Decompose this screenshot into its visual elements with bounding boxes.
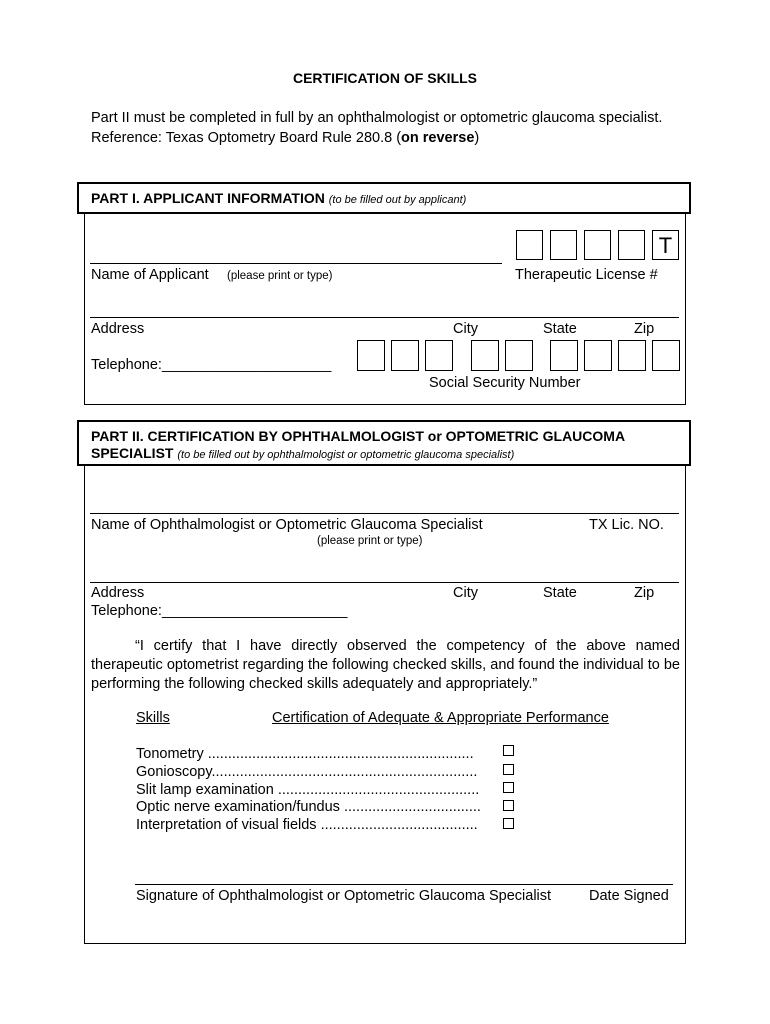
signature-line[interactable]: [135, 884, 673, 885]
applicant-telephone-label[interactable]: Telephone:_____________________: [91, 357, 332, 373]
specialist-city-label: City: [453, 585, 478, 601]
skill-optic-nerve: Optic nerve examination/fundus ..................................: [136, 799, 481, 815]
ssn-digit-box[interactable]: [425, 340, 453, 371]
intro-text-end: ): [474, 130, 480, 146]
specialist-telephone-label[interactable]: Telephone:_______________________: [91, 603, 348, 619]
license-digit-box[interactable]: [550, 230, 577, 260]
skill-slit-lamp: Slit lamp examination ..................................................: [136, 782, 480, 798]
applicant-address-label: Address: [91, 321, 145, 337]
part1-heading-box: [77, 182, 691, 214]
skill-slit-lamp-checkbox[interactable]: [503, 782, 514, 793]
license-digit-box[interactable]: [618, 230, 645, 260]
skill-optic-nerve-checkbox[interactable]: [503, 800, 514, 811]
license-digit-box[interactable]: [516, 230, 543, 260]
applicant-zip-label: Zip: [634, 321, 655, 337]
intro-bold: on reverse: [401, 130, 475, 146]
skill-gonioscopy-checkbox[interactable]: [503, 764, 514, 775]
ssn-label: Social Security Number: [429, 375, 581, 391]
part1-heading: PART I. APPLICANT INFORMATION: [91, 190, 325, 206]
specialist-address-label: Address: [91, 585, 145, 601]
date-signed-label: Date Signed: [589, 888, 669, 904]
ssn-digit-box[interactable]: [618, 340, 646, 371]
applicant-name-label: Name of Applicant: [91, 267, 209, 283]
applicant-address-line[interactable]: [90, 317, 679, 318]
signature-label: Signature of Ophthalmologist or Optometric Glaucoma Specialist: [136, 888, 552, 904]
intro-paragraph: [91, 108, 691, 148]
document-title: CERTIFICATION OF SKILLS: [292, 70, 478, 86]
skill-gonioscopy: Gonioscopy..................................................................: [136, 764, 478, 780]
specialist-name-hint: (please print or type): [317, 535, 423, 547]
specialist-state-label: State: [543, 585, 577, 601]
part2-note: (to be filled out by ophthalmologist or optometric glaucoma specialist): [177, 449, 515, 461]
specialist-name-label: Name of Ophthalmologist or Optometric Glaucoma Specialist: [91, 517, 483, 533]
ssn-digit-box[interactable]: [357, 340, 385, 371]
skills-header: Skills: [136, 710, 170, 726]
ssn-digit-box[interactable]: [471, 340, 499, 371]
ssn-digit-box[interactable]: [550, 340, 578, 371]
applicant-city-label: City: [453, 321, 478, 337]
applicant-name-line[interactable]: [90, 263, 502, 264]
part2-heading-box: [77, 420, 691, 466]
specialist-license-label: TX Lic. NO.: [589, 517, 664, 533]
applicant-name-hint: (please print or type): [227, 270, 333, 282]
skill-visual-fields-checkbox[interactable]: [503, 818, 514, 829]
performance-header: Certification of Adequate & Appropriate Performance: [272, 710, 609, 726]
part1-note: (to be filled out by applicant): [328, 194, 467, 206]
license-digit-box[interactable]: [584, 230, 611, 260]
part2-heading: PART II. CERTIFICATION BY OPHTHALMOLOGIST or OPTOMETRIC GLAUCOMA SPECIALIST: [91, 428, 625, 461]
specialist-zip-label: Zip: [634, 585, 655, 601]
ssn-digit-box[interactable]: [584, 340, 612, 371]
specialist-name-line[interactable]: [90, 513, 679, 514]
ssn-digit-box[interactable]: [505, 340, 533, 371]
skill-tonometry: Tonometry ..................................................................: [136, 746, 474, 762]
license-prefix-box: T: [652, 230, 679, 260]
ssn-digit-box[interactable]: [652, 340, 680, 371]
applicant-state-label: State: [543, 321, 577, 337]
intro-text: Part II must be completed in full by an ophthalmologist or optometric glaucoma specialist. Reference: Texas Optometry Board Rule 280.8 (: [91, 110, 663, 146]
license-label: Therapeutic License #: [515, 267, 658, 283]
certification-statement: “I certify that I have directly observed the competency of the above named therapeutic optometrist regarding the following checked skills, and found the individual to be performing the following checked skills adequately and appropriately.”: [91, 638, 680, 692]
skill-visual-fields: Interpretation of visual fields .......................................: [136, 817, 478, 833]
skill-tonometry-checkbox[interactable]: [503, 745, 514, 756]
ssn-digit-box[interactable]: [391, 340, 419, 371]
specialist-address-line[interactable]: [90, 582, 679, 583]
